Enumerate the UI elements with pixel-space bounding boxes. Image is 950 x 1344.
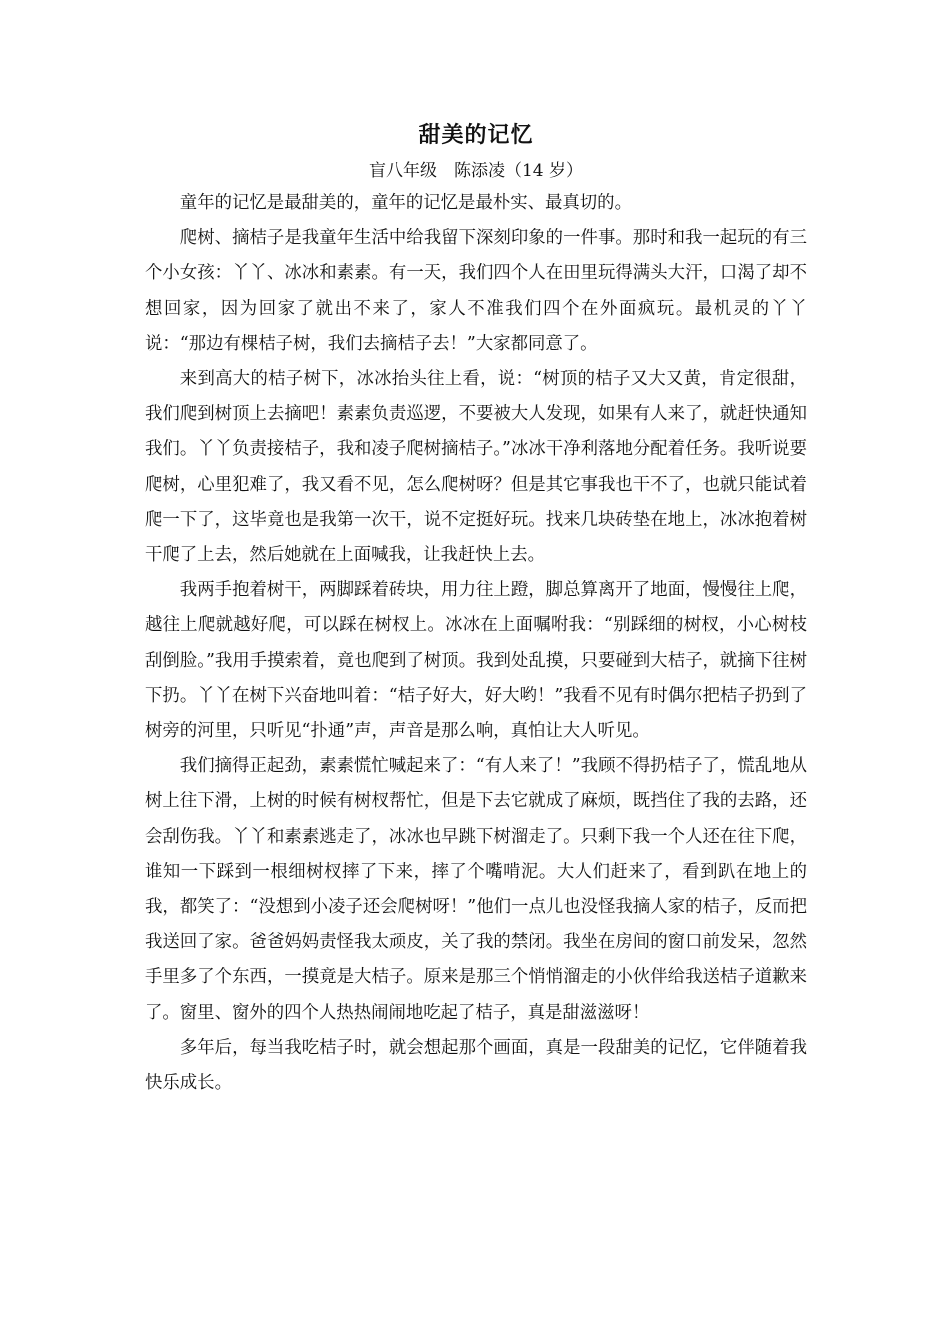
author-byline: 盲八年级 陈添凌（14 岁）	[368, 161, 584, 181]
paragraph: 我两手抱着树干，两脚踩着砖块，用力往上蹬，脚总算离开了地面，慢慢往上爬，越往上爬就越好爬，可以踩在树杈上。冰冰在上面嘱咐我：“别踩细的树杈，小心树枝刮倒脸。”我用手摸索着，竟也爬到了树顶。我到处乱摸，只要碰到大桔子，就摘下往树下扔。丫丫在树下兴奋地叫着：“桔子好大，好大哟！”我看不见有时偶尔把桔子扔到了树旁的河里，只听见“扑通”声，声音是那么响，真怕让大人听见。	[145, 580, 807, 742]
paragraph: 来到高大的桔子树下，冰冰抬头往上看，说：“树顶的桔子又大又黄，肯定很甜，我们爬到树顶上去摘吧！素素负责巡逻，不要被大人发现，如果有人来了，就赶快通知我们。丫丫负责接桔子，我和凌子爬树摘桔子。”冰冰干净利落地分配着任务。我听说要爬树，心里犯难了，我又看不见，怎么爬树呀？但是其它事我也干不了，也就只能试着爬一下了，这毕竟也是我第一次干，说不定挺好玩。找来几块砖垫在地上，冰冰抱着树干爬了上去，然后她就在上面喊我，让我赶快上去。	[145, 369, 807, 566]
document-title: 甜美的记忆	[418, 123, 534, 148]
paragraph: 爬树、摘桔子是我童年生活中给我留下深刻印象的一件事。那时和我一起玩的有三个小女孩：丫丫、冰冰和素素。有一天，我们四个人在田里玩得满头大汗，口渴了却不想回家，因为回家了就出不来了，家人不准我们四个在外面疯玩。最机灵的丫丫说：“那边有棵桔子树，我们去摘桔子去！”大家都同意了。	[145, 228, 807, 354]
document-page	[145, 116, 807, 1101]
paragraph: 多年后，每当我吃桔子时，就会想起那个画面，真是一段甜美的记忆，它伴随着我快乐成长。	[145, 1037, 807, 1094]
document-body	[145, 186, 807, 1101]
paragraph: 我们摘得正起劲，素素慌忙喊起来了：“有人来了！”我顾不得扔桔子了，慌乱地从树上往下滑，上树的时候有树杈帮忙，但是下去它就成了麻烦，既挡住了我的去路，还会刮伤我。丫丫和素素逃走了，冰冰也早跳下树溜走了。只剩下我一个人还在往下爬，谁知一下踩到一根细树杈摔了下来，摔了个嘴啃泥。大人们赶来了，看到趴在地上的我，都笑了：“没想到小凌子还会爬树呀！”他们一点儿也没怪我摘人家的桔子，反而把我送回了家。爸爸妈妈责怪我太顽皮，关了我的禁闭。我坐在房间的窗口前发呆，忽然手里多了个东西，一摸竟是大桔子。原来是那三个悄悄溜走的小伙伴给我送桔子道歉来了。窗里、窗外的四个人热热闹闹地吃起了桔子，真是甜滋滋呀！	[145, 756, 807, 1023]
paragraph: 童年的记忆是最甜美的，童年的记忆是最朴实、最真切的。	[179, 193, 632, 213]
